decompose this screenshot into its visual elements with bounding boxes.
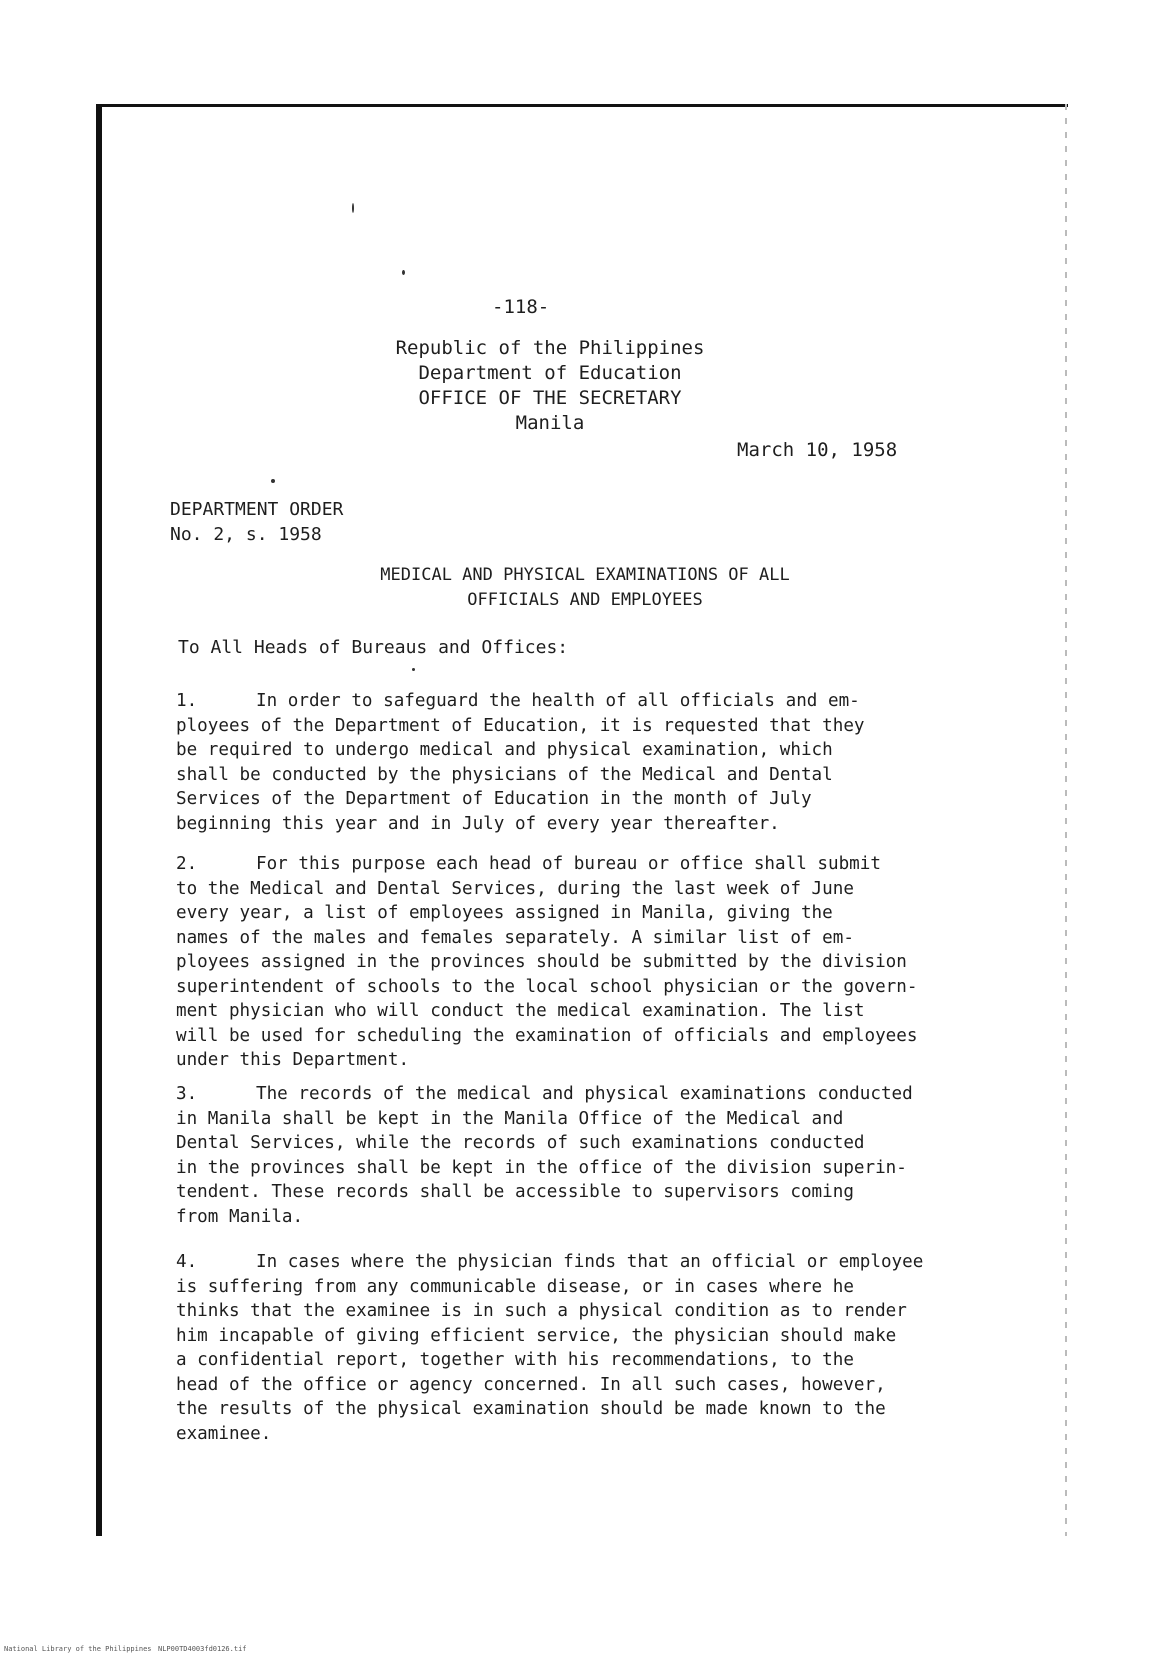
paragraph-number: 1. [176,691,198,711]
order-subject [330,563,840,613]
paragraph-line: superintendent of schools to the local school physician or the govern- [176,976,918,997]
letterhead-city: Manila [515,412,585,434]
scan-border-right [1065,104,1067,1536]
paragraph-line: tendent. These records shall be accessible to supervisors coming [176,1182,854,1202]
scan-speck [412,668,415,671]
paragraph-line: 4. In cases where the physician finds that an official or employee [176,1250,1024,1275]
letterhead-office: OFFICE OF THE SECRETARY [418,387,682,409]
paragraph-line: 2. For this purpose each head of bureau or office shall submit [176,852,1024,877]
paragraph-line: head of the office or agency concerned. In all such cases, however, [176,1374,886,1395]
paragraph-line: Dental Services, while the records of such examinations conducted [176,1133,865,1153]
paragraph-line: ployees assigned in the provinces should be submitted by the division [176,952,907,972]
paragraph-1 [176,689,1024,836]
archive-footer-library: National Library of the Philippines [4,1645,152,1653]
paragraph-number: 4. [176,1252,198,1272]
paragraph-line: names of the males and females separately. A similar list of em- [176,927,854,948]
scan-speck [402,270,405,275]
paragraph-3 [176,1082,1024,1229]
paragraph-line: is suffering from any communicable disease, or in cases where he [176,1276,854,1297]
scan-speck [271,479,275,483]
paragraph-line: be required to undergo medical and physical examination, which [176,740,833,760]
paragraph-line: in Manila shall be kept in the Manila Office of the Medical and [176,1108,844,1129]
subject-line-2: OFFICIALS AND EMPLOYEES [467,590,703,610]
paragraph-line: the results of the physical examination should be made known to the [176,1399,886,1419]
paragraph-line: Services of the Department of Education in the month of July [176,789,812,809]
scan-border-top [98,104,1068,107]
archive-footer-filename: NLP00TD4003fd0126.tif [158,1645,247,1653]
paragraph-line: every year, a list of employees assigned in Manila, giving the [176,903,833,923]
letterhead [380,336,720,436]
paragraph-number: 3. [176,1084,198,1104]
paragraph-line: thinks that the examinee is in such a physical condition as to render [176,1301,907,1321]
scan-border-left [96,104,102,1536]
paragraph-line: beginning this year and in July of every year thereafter. [176,813,780,834]
letterhead-republic: Republic of the Philippines [395,337,705,359]
subject-line-1: MEDICAL AND PHYSICAL EXAMINATIONS OF ALL [380,565,790,585]
salutation: To All Heads of Bureaus and Offices: [178,637,569,658]
paragraph-line: shall be conducted by the physicians of the Medical and Dental [176,764,833,785]
paragraph-line: him incapable of giving efficient service, the physician should make [176,1325,897,1346]
paragraph-line: from Manila. [176,1206,304,1227]
paragraph-4 [176,1250,1024,1446]
paragraph-line: ment physician who will conduct the medical examination. The list [176,1001,865,1021]
paragraph-line: will be used for scheduling the examination of officials and employees [176,1025,918,1046]
paragraph-line: to the Medical and Dental Services, during the last week of June [176,878,854,899]
paragraph-line: under this Department. [176,1050,410,1070]
paragraph-line: a confidential report, together with his recommendations, to the [176,1350,854,1370]
paragraph-number: 2. [176,854,198,874]
letterhead-department: Department of Education [418,362,682,384]
paragraph-line: ployees of the Department of Education, it is requested that they [176,715,865,736]
paragraph-line: in the provinces shall be kept in the office of the division superin- [176,1157,907,1178]
paragraph-line: 1. In order to safeguard the health of all officials and em- [176,689,1024,714]
paragraph-line: examinee. [176,1423,272,1444]
page-number: -118- [492,296,550,318]
paragraph-2 [176,852,1024,1073]
order-title: DEPARTMENT ORDER [170,499,344,520]
order-number: No. 2, s. 1958 [170,524,322,545]
document-date: March 10, 1958 [737,439,898,461]
scan-speck [352,203,354,213]
paragraph-line: 3. The records of the medical and physical examinations conducted [176,1082,1024,1107]
order-designation [170,497,343,547]
